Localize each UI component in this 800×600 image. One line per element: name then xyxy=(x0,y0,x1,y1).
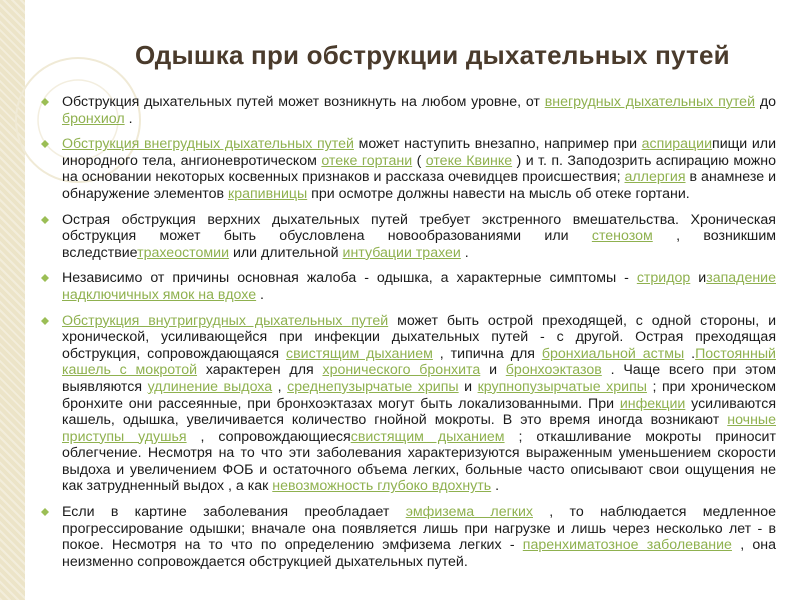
bullet-diamond-icon xyxy=(40,273,50,283)
term-link[interactable]: Постоянный кашель с мокротой xyxy=(62,345,776,379)
term-link[interactable]: стенозом xyxy=(591,228,653,245)
paragraph-item xyxy=(40,212,776,262)
bullet-diamond-icon xyxy=(40,215,50,225)
decorative-side-strip xyxy=(0,0,25,600)
paragraph-text: , типична для xyxy=(432,345,542,362)
paragraph-text: . xyxy=(256,286,264,303)
paragraph-text: ; откашливание мокроты приносит облегчение. Несмотря на то что эти заболевания характеризуются выраженным уменьшением скорости выдоха и увеличением ФОБ и остаточного объема легких, больные часто описывают свои ощущения не как затрудненный выдох , а как xyxy=(62,428,776,495)
paragraph-text: до xyxy=(755,94,776,110)
term-link[interactable]: западение надключичных ямок на вдохе xyxy=(62,270,776,303)
paragraph-text: может наступить внезапно, например при xyxy=(353,136,642,153)
term-link[interactable]: аллергия xyxy=(624,169,686,186)
paragraph-text: , сопровождающиеся xyxy=(186,428,351,445)
term-link[interactable]: свистящим дыханием xyxy=(350,428,505,445)
paragraph-item xyxy=(40,504,776,570)
paragraph-text: ( xyxy=(412,152,426,169)
term-link[interactable]: внегрудных дыхательных путей xyxy=(544,94,756,110)
paragraph-text: характерен для xyxy=(197,362,323,379)
paragraph-text: или длительной xyxy=(229,244,343,261)
paragraph-text: , возникшим вследствие xyxy=(62,228,776,261)
term-link[interactable]: инфекции xyxy=(619,395,686,412)
term-link[interactable]: удлинение выдоха xyxy=(147,378,273,395)
term-link[interactable]: крапивницы xyxy=(227,185,308,202)
paragraph-text: . Чаще всего при этом выявляются xyxy=(62,362,776,395)
paragraph-text: Если в картине заболевания преобладает xyxy=(62,504,406,521)
paragraph-text: и xyxy=(480,362,506,379)
paragraph-item xyxy=(40,94,776,127)
paragraph-text: ; при хроническом бронхите они рассеянные, при бронхоэктазах могут быть локализованными. При xyxy=(62,378,776,412)
paragraph-text: Острая обструкция верхних дыхательных путей требует экстренного вмешательства. Хроническая обструкция может быть обусловлена новообразованиями или xyxy=(62,211,776,245)
term-link[interactable]: отеке гортани xyxy=(321,152,413,169)
term-link[interactable]: бронхиальной астмы xyxy=(541,345,685,362)
term-link[interactable]: отеке Квинке xyxy=(425,152,513,169)
term-link[interactable]: среднепузырчатые хрипы xyxy=(287,378,459,395)
term-link[interactable]: крупнопузырчатые хрипы xyxy=(477,378,647,395)
term-link[interactable]: аспирации xyxy=(641,136,713,153)
paragraph-text: , xyxy=(272,378,288,395)
term-link[interactable]: свистящим дыханием xyxy=(286,345,433,362)
term-link[interactable]: интубации трахеи xyxy=(342,244,461,261)
bullet-list xyxy=(40,94,776,579)
bullet-diamond-icon xyxy=(40,97,50,107)
term-link[interactable]: бронхоэктазов xyxy=(505,362,602,379)
term-link[interactable]: эмфизема легких xyxy=(405,504,533,521)
paragraph-text: пищи или инородного тела, ангионевротическом xyxy=(62,136,777,169)
slide-title: Одышка при обструкции дыхательных путей xyxy=(135,40,730,70)
paragraph-text: . xyxy=(491,478,500,495)
paragraph-text: усиливаются кашель, одышка, увеличивается количество гнойной мокроты. В это время иногда возникают xyxy=(62,395,777,429)
term-link[interactable]: Обструкция внегрудных дыхательных путей xyxy=(62,136,354,153)
term-link[interactable]: Обструкция внутригрудных дыхательных путей xyxy=(62,312,389,329)
bullet-diamond-icon xyxy=(40,507,50,517)
paragraph-item xyxy=(40,313,776,496)
paragraph-text: . xyxy=(684,345,696,362)
term-link[interactable]: хронического бронхита xyxy=(322,362,481,379)
paragraph-text: Обструкция дыхательных путей может возникнуть на любом уровне, от xyxy=(62,94,545,110)
paragraph-text: в анамнезе и обнаружение элементов xyxy=(62,169,777,202)
paragraph-text: при осмотре должны навести на мысль об отеке гортани. xyxy=(307,185,690,202)
paragraph-text: . xyxy=(124,110,133,127)
paragraph-item xyxy=(40,270,776,303)
term-link[interactable]: стридор xyxy=(636,270,691,287)
paragraph-text: может быть острой преходящей, с одной стороны, и хронической, усиливающейся при инфекции дыхательных путей - с другой. Острая преходящая обструкция, сопровождающаяся xyxy=(62,312,777,362)
paragraph-text: , то наблюдается медленное прогрессирование одышки; вначале она появляется лишь при нагрузке и лишь через несколько лет - в покое. Несмотря на то что по определению эмфизема легких - xyxy=(62,504,776,554)
paragraph-item xyxy=(40,136,776,202)
paragraph-text: Независимо от причины основная жалоба - одышка, а характерные симптомы - xyxy=(62,270,637,287)
bullet-diamond-icon xyxy=(40,139,50,149)
term-link[interactable]: невозможность глубоко вдохнуть xyxy=(272,478,492,495)
term-link[interactable]: бронхиол xyxy=(62,110,125,127)
paragraph-text: . xyxy=(460,244,469,261)
term-link[interactable]: ночные приступы удушья xyxy=(62,412,776,445)
paragraph-text: , она неизменно сопровождается обструкцией дыхательных путей. xyxy=(62,537,776,570)
paragraph-text: и xyxy=(458,378,478,395)
paragraph-text: ) и т. п. Заподозрить аспирацию можно на основании некоторых косвенных признаков и рассказа очевидцев происшествия; xyxy=(62,152,777,186)
bullet-diamond-icon xyxy=(40,316,50,326)
paragraph-text: и xyxy=(690,270,707,287)
term-link[interactable]: трахеостомии xyxy=(137,244,230,261)
term-link[interactable]: паренхиматозное заболевание xyxy=(522,537,732,554)
